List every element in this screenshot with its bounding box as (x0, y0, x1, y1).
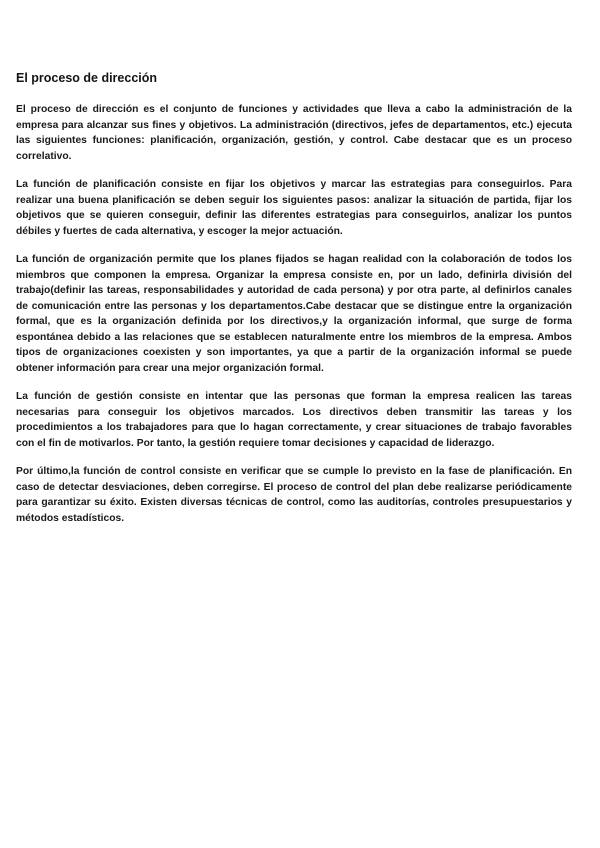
page-title: El proceso de dirección (16, 71, 158, 85)
paragraph-control: Por último,la función de control consiste en verificar que se cumple lo previsto en la fase de planificación. En caso de detectar desviaciones, deben corregirse. El proceso de control del plan debe realizarse periódicamente para garantizar su éxito. Existen diversas técnicas de control, como las auditorías, controles presupuestarios y métodos estadísticos. (16, 466, 572, 524)
paragraph-planning: La función de planificación consiste en fijar los objetivos y marcar las estrategias para conseguirlos. Para realizar una buena planificación se deben seguir los siguientes pasos: analizar la situación de partida, fijar los objetivos que se quieren conseguir, definir las diferentes estrategias para conseguirlos, analizar los puntos débiles y fuertes de cada alternativa, y escoger la mejor actuación. (16, 179, 572, 237)
paragraph-management: La función de gestión consiste en intentar que las personas que forman la empresa realicen las tareas necesarias para conseguir los objetivos marcados. Los directivos deben transmitir las tareas y los procedimientos a los trabajadores para que lo hagan correctamente, y crear situaciones de trabajo favorables con el fin de motivarlos. Por tanto, la gestión requiere tomar decisiones y capacidad de liderazgo. (16, 391, 572, 449)
paragraph-direction-process: El proceso de dirección es el conjunto de funciones y actividades que lleva a cabo la administración de la empresa para alcanzar sus fines y objetivos. La administración (directivos, jefes de departamentos, etc.) ejecuta las siguientes funciones: planificación, organización, gestión, y control. Cabe destacar que es un proceso correlativo. (16, 104, 572, 162)
paragraph-organization: La función de organización permite que los planes fijados se hagan realidad con la colaboración de todos los miembros que componen la empresa. Organizar la empresa consiste en, por un lado, definirla división del trabajo(definir las tareas, responsabilidades y autoridad de cada persona) y por otra parte, al definirlos canales de comunicación entre las personas y los departamentos.Cabe destacar que se distingue entre la organización formal, que es la organización definida por los directivos,y la organización informal, que surge de forma espontánea debido a las relaciones que se establecen naturalmente entre los miembros de la empresa. Ambos tipos de organizaciones coexisten y son importantes, ya que a partir de la organización informal se puede obtener información para crear una mejor organización formal. (16, 254, 572, 374)
document-content (16, 70, 572, 539)
